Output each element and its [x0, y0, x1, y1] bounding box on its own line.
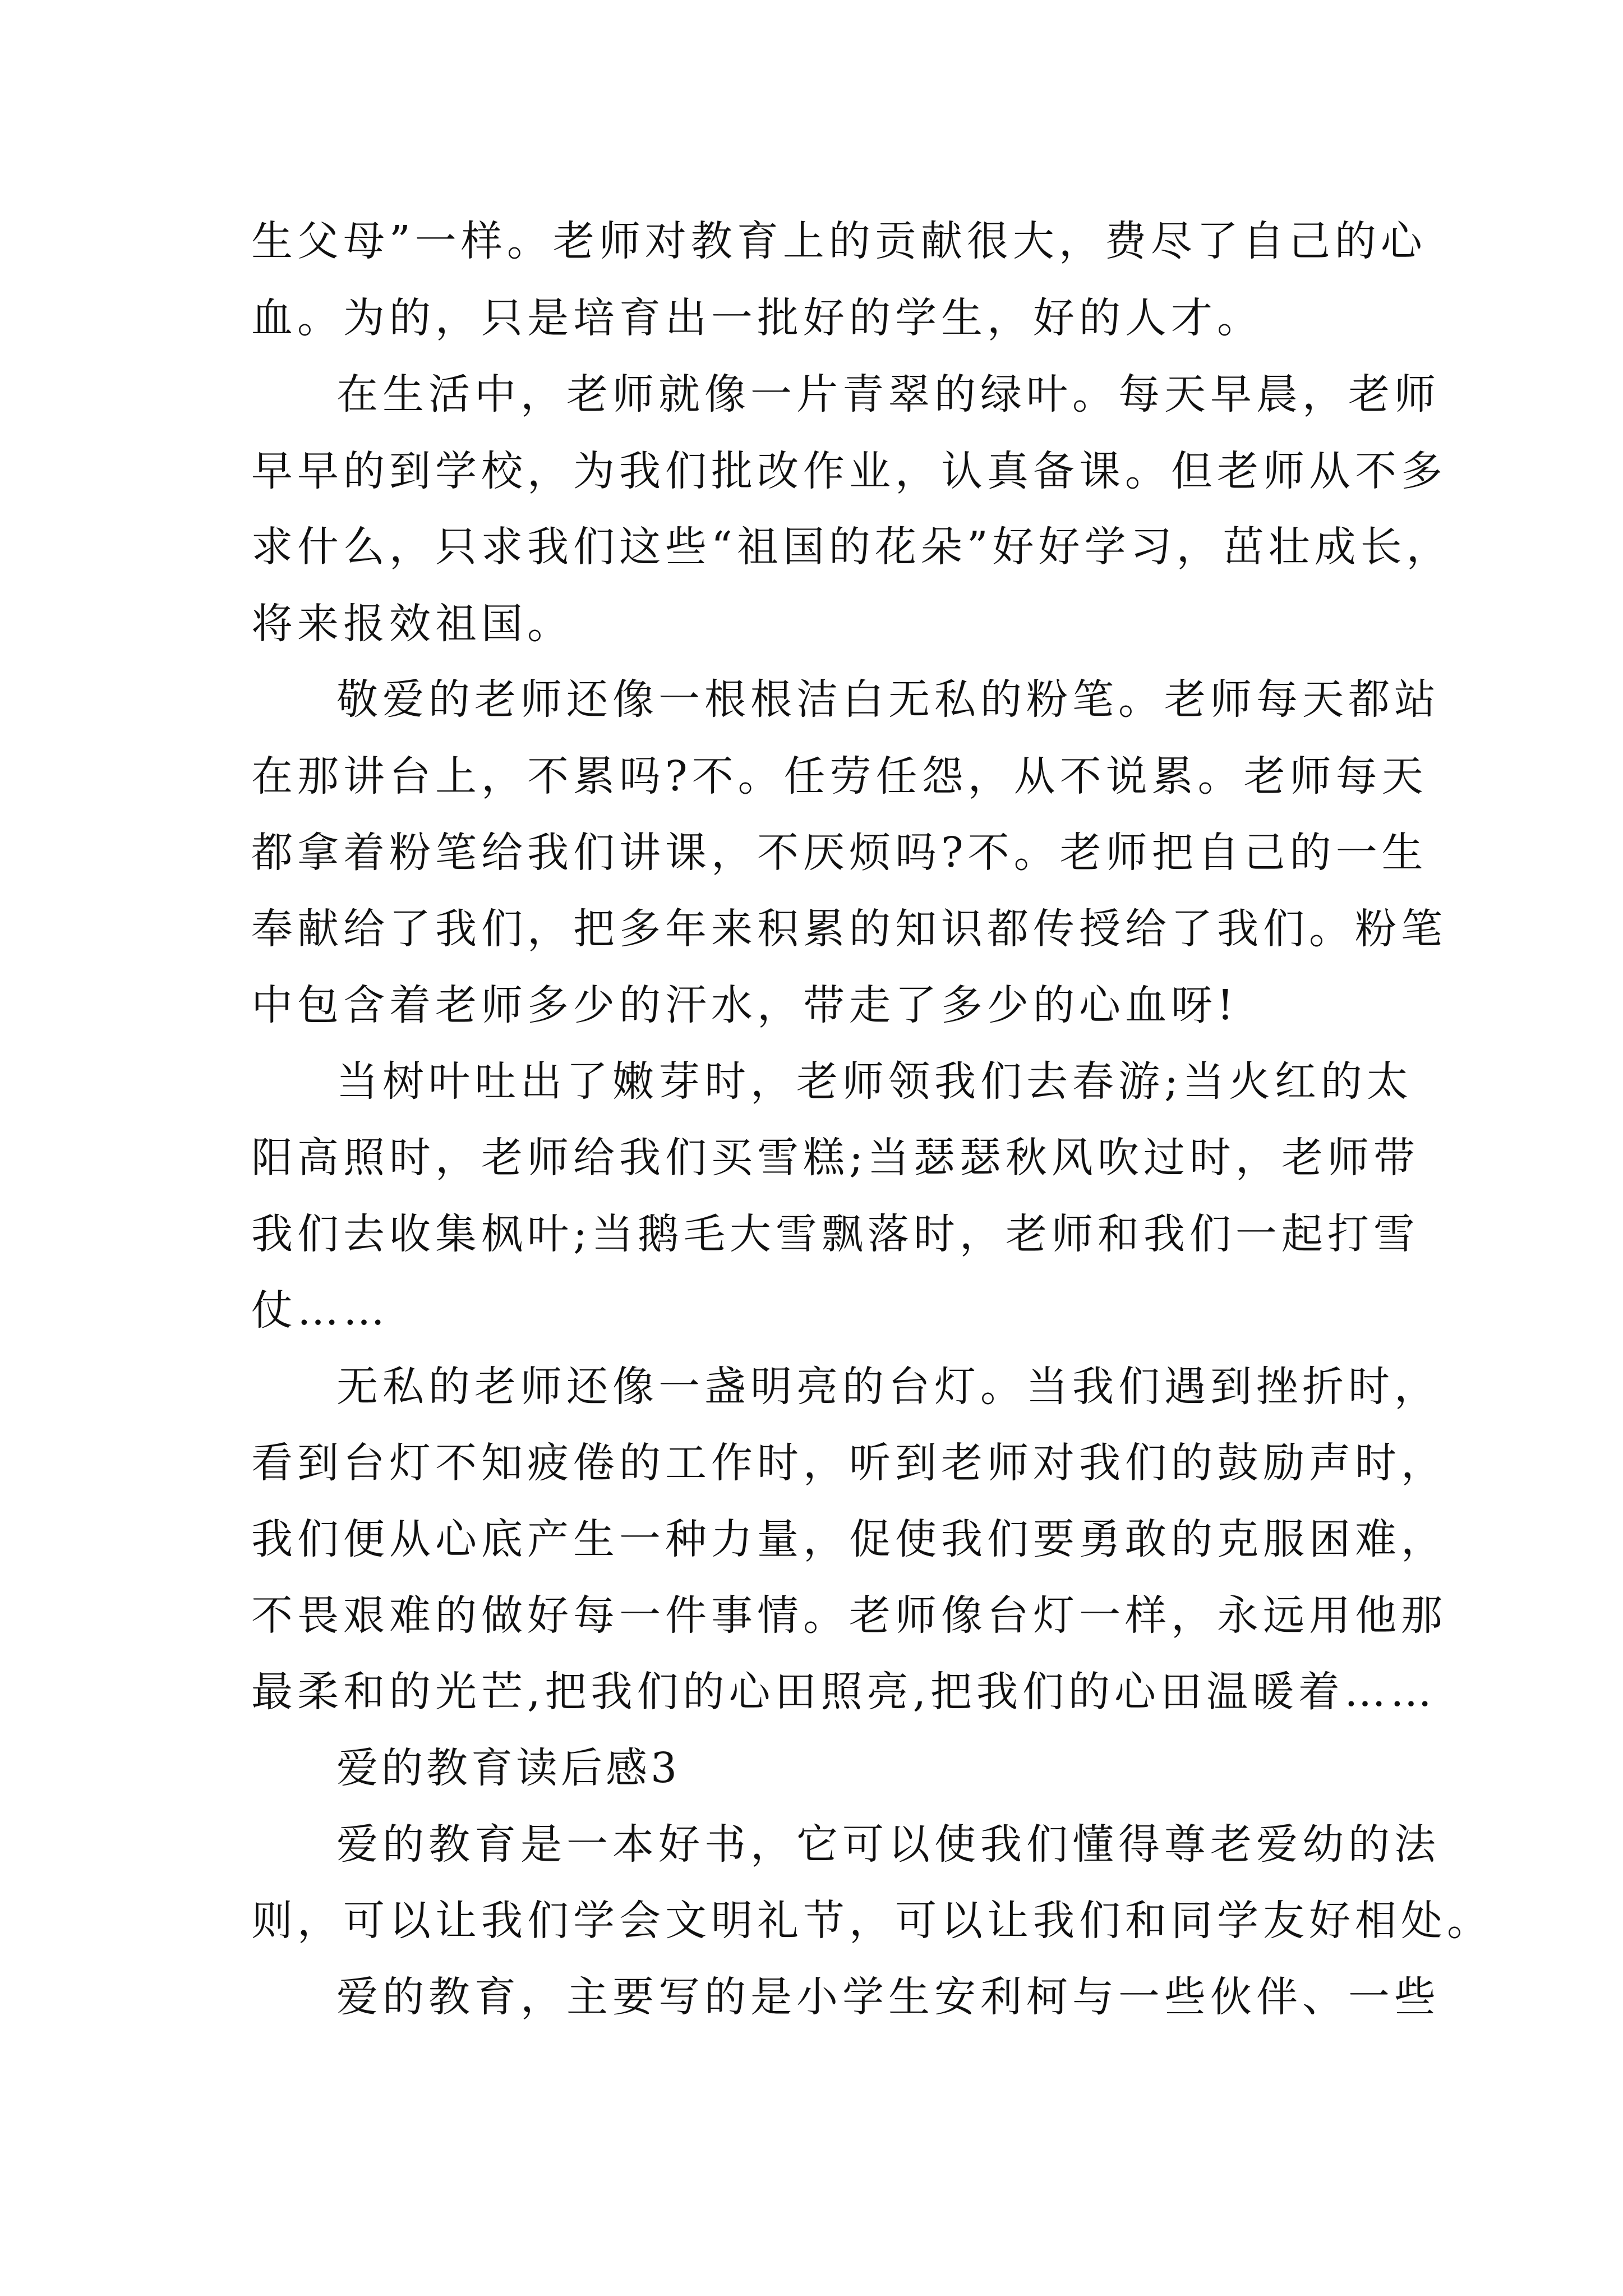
paragraph-first-line: 在生活中，老师就像一片青翠的绿叶。每天早晨，老师 [336, 370, 1440, 418]
text-line: 看到台灯不知疲倦的工作时，听到老师对我们的鼓励声时， [251, 1439, 1447, 1487]
paragraph-first-line: 爱的教育是一本好书，它可以使我们懂得尊老爱幼的法 [336, 1820, 1440, 1869]
section-heading: 爱的教育读后感3 [336, 1744, 681, 1792]
paragraph-first-line: 无私的老师还像一盏明亮的台灯。当我们遇到挫折时， [336, 1363, 1440, 1411]
text-line: 阳高照时，老师给我们买雪糕;当瑟瑟秋风吹过时，老师带 [251, 1134, 1419, 1182]
text-line: 生父母”一样。老师对教育上的贡献很大，费尽了自己的心 [251, 217, 1427, 265]
text-line: 早早的到学校，为我们批改作业，认真备课。但老师从不多 [251, 447, 1447, 495]
text-line: 都拿着粉笔给我们讲课，不厌烦吗?不。老师把自己的一生 [251, 829, 1428, 877]
text-line: 血。为的，只是培育出一批好的学生，好的人才。 [251, 294, 1263, 342]
text-line: 我们去收集枫叶;当鹅毛大雪飘落时，老师和我们一起打雪 [251, 1210, 1419, 1258]
text-line: 奉献给了我们，把多年来积累的知识都传授给了我们。粉笔 [251, 905, 1447, 953]
paragraph-first-line: 爱的教育，主要写的是小学生安利柯与一些伙伴、一些 [336, 1973, 1440, 2021]
text-line: 不畏艰难的做好每一件事情。老师像台灯一样，永远用他那 [251, 1591, 1447, 1640]
text-line: 我们便从心底产生一种力量，促使我们要勇敢的克服困难， [251, 1515, 1447, 1563]
text-line: 中包含着老师多少的汗水，带走了多少的心血呀! [251, 981, 1238, 1029]
text-line: 则，可以让我们学会文明礼节，可以让我们和同学友好相处。 [251, 1897, 1493, 1945]
text-line: 求什么，只求我们这些“祖国的花朵”好好学习，茁壮成长， [251, 523, 1453, 571]
paragraph-first-line: 当树叶吐出了嫩芽时，老师领我们去春游;当火红的太 [336, 1057, 1413, 1106]
text-line: 将来报效祖国。 [251, 600, 573, 648]
text-line: 最柔和的光芒,把我们的心田照亮,把我们的心田温暖着…… [251, 1668, 1437, 1716]
text-line: 仗…… [251, 1286, 389, 1335]
paragraph-first-line: 敬爱的老师还像一根根洁白无私的粉笔。老师每天都站 [336, 675, 1440, 724]
text-line: 在那讲台上，不累吗?不。任劳任怨，从不说累。老师每天 [251, 752, 1428, 800]
